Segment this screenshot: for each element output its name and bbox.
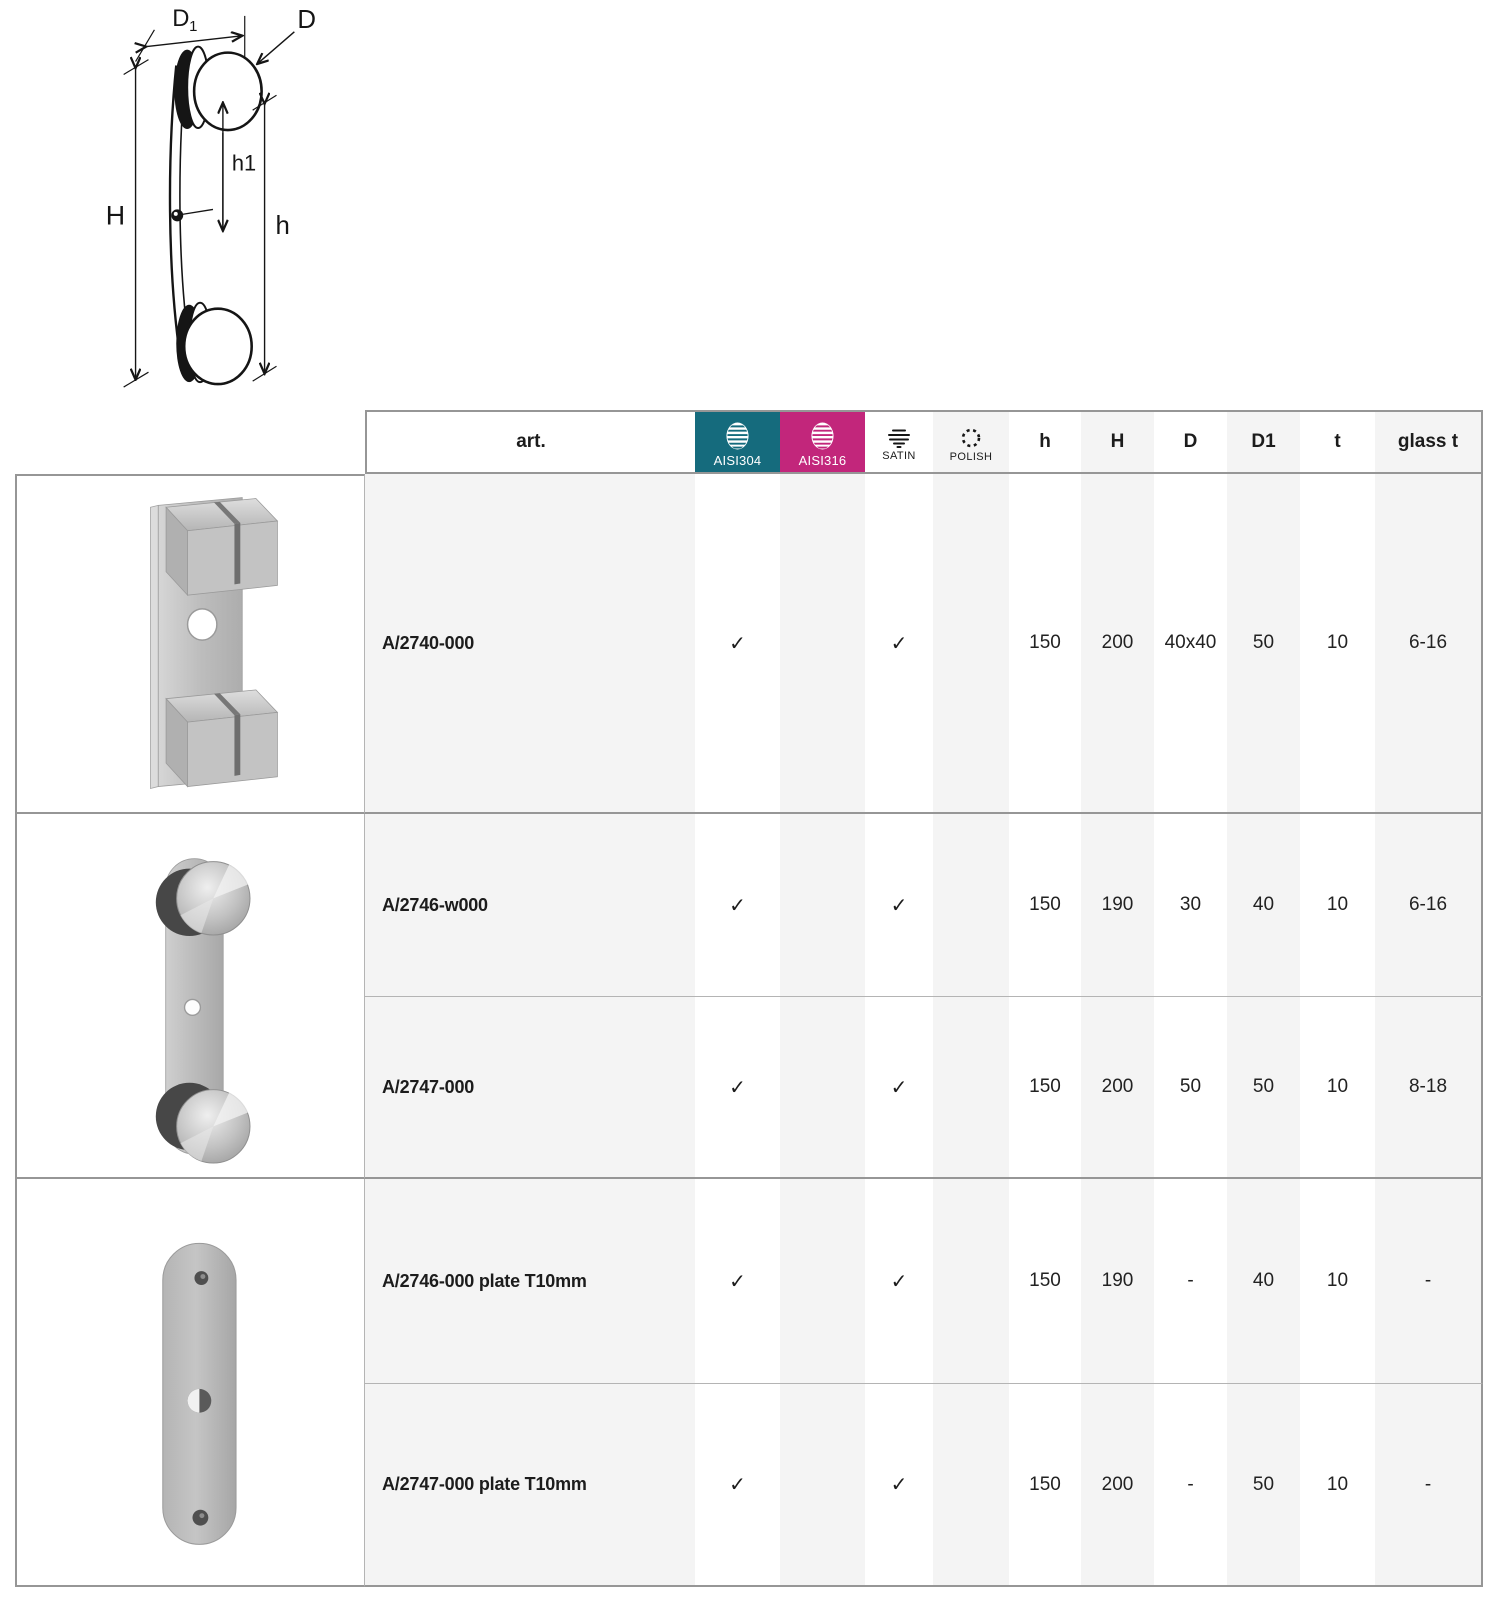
value-D1: 50 <box>1227 997 1300 1179</box>
h-label: h <box>275 212 290 241</box>
value-H: 190 <box>1081 1179 1154 1384</box>
value-glass-t: 8-18 <box>1375 997 1483 1179</box>
satin-finish-icon <box>887 428 911 448</box>
value-D1: 50 <box>1227 1384 1300 1587</box>
value-D: 50 <box>1154 997 1227 1179</box>
aisi304-sphere-icon <box>725 421 750 451</box>
aisi304-label: AISI304 <box>713 452 762 468</box>
value-H: 200 <box>1081 474 1154 814</box>
round-disc-adapter-photo <box>17 817 364 1175</box>
value-glass-t: 6-16 <box>1375 814 1483 997</box>
check-satin: ✓ <box>865 814 933 997</box>
value-glass-t: - <box>1375 1384 1483 1587</box>
dimension-diagram <box>55 4 365 396</box>
value-t: 10 <box>1300 997 1375 1179</box>
check-aisi304: ✓ <box>695 1179 780 1384</box>
value-h: 150 <box>1009 997 1081 1179</box>
d1-sub-label: 1 <box>189 18 198 35</box>
col-header-polish <box>933 410 1009 474</box>
value-D1: 40 <box>1227 1179 1300 1384</box>
check-aisi316 <box>780 474 865 814</box>
product-photo-cell <box>15 814 365 1179</box>
col-header-H: H <box>1081 410 1154 474</box>
check-satin: ✓ <box>865 1179 933 1384</box>
aisi316-sphere-icon <box>810 421 835 451</box>
value-glass-t: 6-16 <box>1375 474 1483 814</box>
col-header-aisi304 <box>695 410 780 474</box>
art-cell: A/2746-000 plate T10mm <box>365 1179 695 1384</box>
value-D1: 50 <box>1227 474 1300 814</box>
satin-label: SATIN <box>882 450 916 462</box>
check-aisi304: ✓ <box>695 814 780 997</box>
value-D: 30 <box>1154 814 1227 997</box>
art-cell: A/2747-000 plate T10mm <box>365 1384 695 1587</box>
value-D1: 40 <box>1227 814 1300 997</box>
col-header-satin <box>865 410 933 474</box>
hole-leader-line <box>182 209 213 214</box>
value-H: 190 <box>1081 814 1154 997</box>
value-glass-t: - <box>1375 1179 1483 1384</box>
product-table <box>15 410 1483 1587</box>
check-polish <box>933 814 1009 997</box>
square-clamp-adapter-photo <box>17 478 364 810</box>
h1-label: h1 <box>231 150 257 176</box>
check-satin: ✓ <box>865 1384 933 1587</box>
check-aisi304: ✓ <box>695 997 780 1179</box>
col-header-aisi316 <box>780 410 865 474</box>
polish-label: POLISH <box>949 451 993 463</box>
value-t: 10 <box>1300 1384 1375 1587</box>
value-D: - <box>1154 1384 1227 1587</box>
check-aisi316 <box>780 997 865 1179</box>
check-aisi316 <box>780 814 865 997</box>
value-H: 200 <box>1081 997 1154 1179</box>
product-photo-cell <box>15 474 365 814</box>
value-h: 150 <box>1009 814 1081 997</box>
value-D: - <box>1154 1179 1227 1384</box>
col-header-h: h <box>1009 410 1081 474</box>
middle-hole <box>171 209 183 221</box>
value-h: 150 <box>1009 1179 1081 1384</box>
drilled-oval-plate-photo <box>17 1182 364 1582</box>
d1-dim-line <box>145 36 241 47</box>
value-h: 150 <box>1009 474 1081 814</box>
col-header-D1: D1 <box>1227 410 1300 474</box>
check-aisi304: ✓ <box>695 1384 780 1587</box>
aisi316-label: AISI316 <box>798 452 847 468</box>
check-polish <box>933 1384 1009 1587</box>
col-header-glass-t: glass t <box>1375 410 1483 474</box>
H-label: H <box>105 200 126 231</box>
art-cell: A/2740-000 <box>365 474 695 814</box>
col-header-art: art. <box>365 410 695 474</box>
d-label: D <box>297 5 316 34</box>
bottom-disc <box>176 303 251 384</box>
check-polish <box>933 997 1009 1179</box>
check-aisi316 <box>780 1179 865 1384</box>
check-aisi316 <box>780 1384 865 1587</box>
value-t: 10 <box>1300 474 1375 814</box>
check-aisi304: ✓ <box>695 474 780 814</box>
col-header-t: t <box>1300 410 1375 474</box>
polish-finish-icon <box>959 427 983 449</box>
art-cell: A/2747-000 <box>365 997 695 1179</box>
art-cell: A/2746-w000 <box>365 814 695 997</box>
value-t: 10 <box>1300 814 1375 997</box>
value-h: 150 <box>1009 1384 1081 1587</box>
value-D: 40x40 <box>1154 474 1227 814</box>
product-photo-cell <box>15 1179 365 1587</box>
col-header-D: D <box>1154 410 1227 474</box>
top-disc <box>174 47 261 130</box>
check-polish <box>933 1179 1009 1384</box>
check-satin: ✓ <box>865 474 933 814</box>
check-satin: ✓ <box>865 997 933 1179</box>
d1-label: D <box>172 4 190 32</box>
check-polish <box>933 474 1009 814</box>
d-leader-line <box>258 32 295 64</box>
value-H: 200 <box>1081 1384 1154 1587</box>
value-t: 10 <box>1300 1179 1375 1384</box>
middle-hole-highlight <box>174 212 178 216</box>
